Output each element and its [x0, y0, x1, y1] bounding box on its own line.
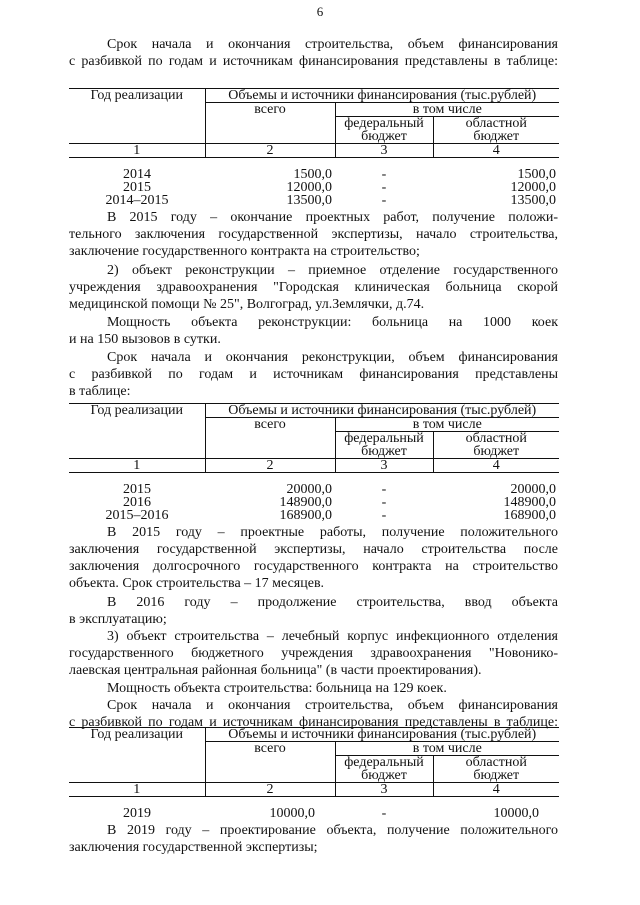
paragraph-intro-2	[69, 349, 558, 400]
table-row	[69, 194, 559, 207]
cell-year: 2015	[123, 482, 151, 497]
cell-regional: 1500,0	[517, 167, 556, 182]
cell-federal: -	[381, 508, 387, 523]
text-line: в таблице:	[69, 384, 131, 399]
col-number: 1	[69, 783, 205, 797]
cell-federal: -	[381, 806, 387, 821]
cell-total: 10000,0	[269, 806, 315, 821]
text-line: с разбивкой по годам и источникам финансирования представлены в таблице:	[69, 54, 558, 69]
header-federal: федеральный бюджет	[335, 756, 433, 783]
col-number: 1	[69, 144, 205, 158]
col-number: 3	[335, 459, 433, 473]
text-line: в эксплуатацию;	[69, 612, 167, 627]
cell-federal: -	[381, 167, 387, 182]
cell-regional: 10000,0	[493, 806, 539, 821]
text-line: заключения государственной экспертизы, начало строительства после	[69, 542, 558, 557]
page-number: 6	[316, 4, 324, 19]
paragraph-2019	[69, 822, 558, 856]
cell-total: 12000,0	[286, 180, 332, 195]
cell-year: 2015–2016	[105, 508, 169, 523]
table-row	[69, 158, 559, 182]
header-including: в том числе	[335, 742, 559, 756]
table-row	[69, 797, 559, 821]
paragraph-intro-3	[69, 697, 558, 731]
paragraph-capacity-3	[69, 680, 558, 697]
header-federal: федеральный бюджет	[335, 117, 433, 144]
header-total: всего	[205, 103, 335, 144]
header-volumes: Объемы и источники финансирования (тыс.рублей)	[205, 728, 559, 742]
col-number: 2	[205, 783, 335, 797]
cell-year: 2019	[123, 806, 151, 821]
header-year: Год реализации	[69, 404, 205, 459]
paragraph-2015-works	[69, 209, 558, 260]
cell-total: 20000,0	[286, 482, 332, 497]
text-line: В 2015 году – окончание проектных работ, получение положи-	[107, 210, 558, 225]
cell-federal: -	[381, 180, 387, 195]
header-year: Год реализации	[69, 728, 205, 783]
header-regional: областной бюджет	[433, 432, 559, 459]
text-line: Мощность объекта строительства: больница на 129 коек.	[107, 681, 447, 696]
paragraph-intro-1	[69, 36, 558, 70]
cell-total: 148900,0	[279, 495, 332, 510]
cell-year: 2014–2015	[105, 193, 169, 208]
text-line: государственного бюджетного учреждения здравоохранения "Новонико-	[69, 646, 558, 661]
header-total: всего	[205, 742, 335, 783]
text-line: заключения долгосрочного государственного контракта на строительство	[69, 559, 558, 574]
financing-table-2	[69, 403, 559, 522]
col-number: 4	[433, 459, 559, 473]
text-line: объекта. Срок строительства – 17 месяцев.	[69, 576, 325, 591]
cell-regional: 148900,0	[503, 495, 556, 510]
text-line: заключения государственной экспертизы;	[69, 840, 318, 855]
cell-federal: -	[381, 482, 387, 497]
table-row	[69, 473, 559, 497]
cell-federal: -	[381, 193, 387, 208]
text-line: Срок начала и окончания реконструкции, объем финансирования	[107, 350, 558, 365]
text-line: заключение государственного контракта на строительство;	[69, 244, 420, 259]
cell-year: 2015	[123, 180, 151, 195]
col-number: 2	[205, 144, 335, 158]
text-line: В 2016 году – продолжение строительства, ввод объекта	[107, 595, 558, 610]
col-number: 4	[433, 144, 559, 158]
cell-regional: 13500,0	[510, 193, 556, 208]
cell-regional: 168900,0	[503, 508, 556, 523]
col-number: 2	[205, 459, 335, 473]
header-volumes: Объемы и источники финансирования (тыс.рублей)	[205, 404, 559, 418]
text-line: Срок начала и окончания строительства, объем финансирования	[107, 698, 558, 713]
table-row	[69, 509, 559, 522]
cell-year: 2014	[123, 167, 151, 182]
col-number: 3	[335, 783, 433, 797]
text-line: учреждения здравоохранения "Городская клиническая больница скорой	[69, 280, 558, 295]
col-number: 4	[433, 783, 559, 797]
text-line: тельного заключения государственной экспертизы, начало строительства,	[69, 227, 558, 242]
text-line: с разбивкой по годам и источникам финансирования представлены	[69, 367, 558, 382]
financing-table-3	[69, 727, 559, 820]
paragraph-object-2	[69, 262, 558, 313]
paragraph-2016	[69, 594, 558, 628]
header-regional: областной бюджет	[433, 756, 559, 783]
cell-regional: 20000,0	[510, 482, 556, 497]
col-number: 1	[69, 459, 205, 473]
header-total: всего	[205, 418, 335, 459]
text-line: В 2019 году – проектирование объекта, получение положительного	[107, 823, 558, 838]
financing-table-1	[69, 88, 559, 207]
text-line: Мощность объекта реконструкции: больница на 1000 коек	[107, 315, 558, 330]
header-federal: федеральный бюджет	[335, 432, 433, 459]
text-line: 3) объект строительства – лечебный корпус инфекционного отделения	[107, 629, 558, 644]
cell-total: 13500,0	[286, 193, 332, 208]
header-regional: областной бюджет	[433, 117, 559, 144]
header-including: в том числе	[335, 103, 559, 117]
text-line: и на 150 вызовов в сутки.	[69, 332, 221, 347]
text-line: В 2015 году – проектные работы, получение положительного	[107, 525, 558, 540]
text-line: Срок начала и окончания строительства, объем финансирования	[107, 37, 558, 52]
cell-total: 1500,0	[293, 167, 332, 182]
header-including: в том числе	[335, 418, 559, 432]
paragraph-object-3	[69, 628, 558, 679]
header-year: Год реализации	[69, 89, 205, 144]
cell-regional: 12000,0	[510, 180, 556, 195]
cell-year: 2016	[123, 495, 151, 510]
text-line: медицинской помощи № 25", Волгоград, ул.Землячки, д.74.	[69, 297, 425, 312]
text-line: лаевская центральная районная больница" (в части проектирования).	[69, 663, 482, 678]
paragraph-2015-construction	[69, 524, 558, 592]
cell-total: 168900,0	[279, 508, 332, 523]
text-line: с разбивкой по годам и источникам финансирования представлены в таблице:	[69, 715, 558, 730]
col-number: 3	[335, 144, 433, 158]
paragraph-capacity-2	[69, 314, 558, 348]
cell-federal: -	[381, 495, 387, 510]
header-volumes: Объемы и источники финансирования (тыс.рублей)	[205, 89, 559, 103]
text-line: 2) объект реконструкции – приемное отделение государственного	[107, 263, 558, 278]
